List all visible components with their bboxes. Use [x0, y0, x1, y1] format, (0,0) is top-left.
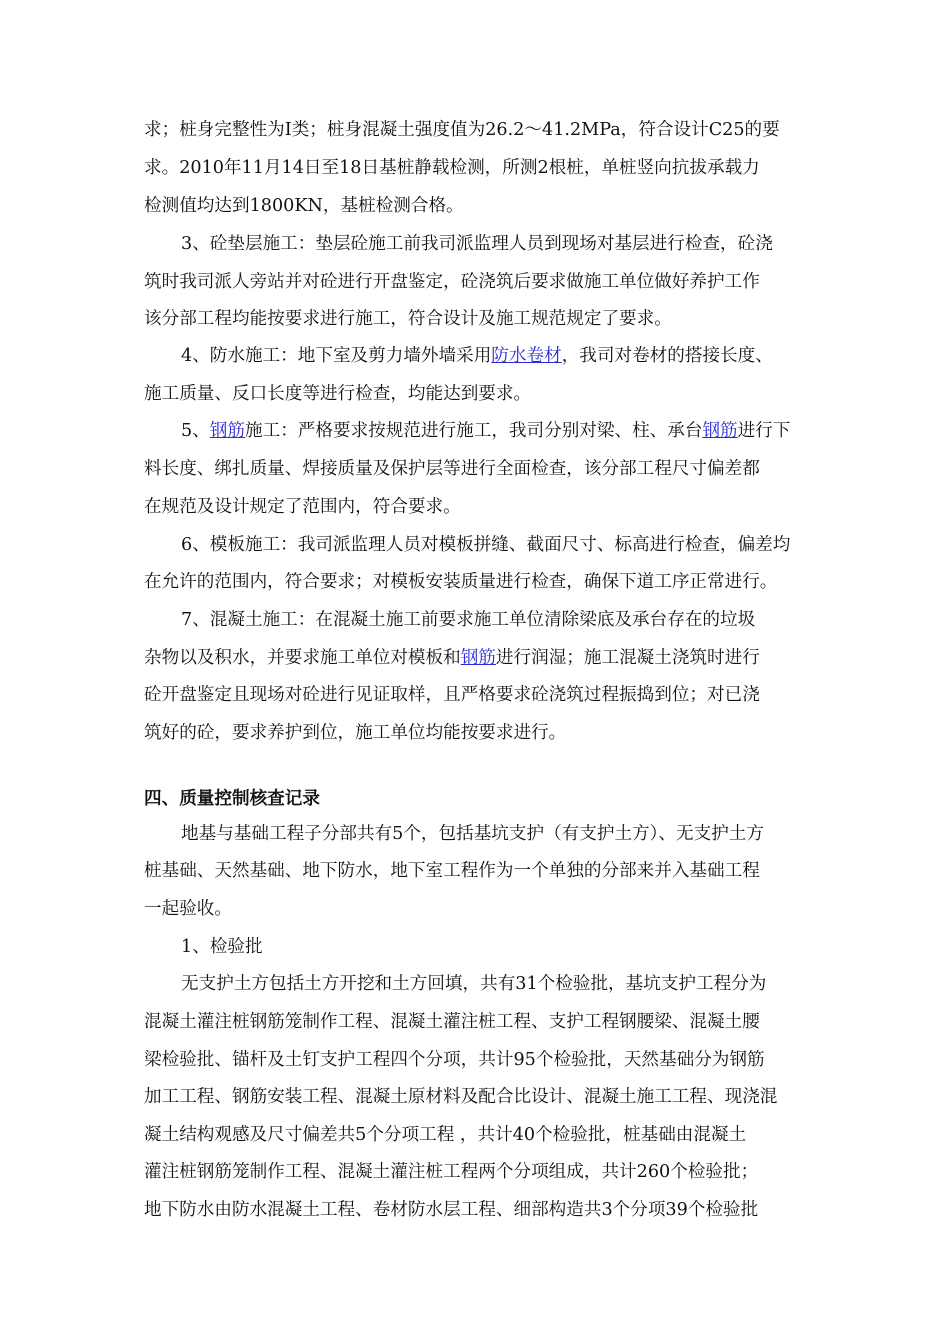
- text-span: 进行下: [737, 421, 791, 441]
- text-line: 地基与基础工程子分部共有5个，包括基坑支护（有支护土方）、无支护土方: [181, 824, 764, 844]
- rebar-link[interactable]: 钢筋: [460, 648, 496, 668]
- section-heading: 四、质量控制核查记录: [144, 788, 320, 809]
- rebar-link[interactable]: 钢筋: [702, 421, 738, 441]
- text-line: 凝土结构观感及尺寸偏差共5个分项工程 ，共计40个检验批，桩基础由混凝土: [144, 1125, 747, 1145]
- text-line: 3、砼垫层施工：垫层砼施工前我司派监理人员到现场对基层进行检查，砼浇: [181, 234, 773, 254]
- text-line: 桩基础、天然基础、地下防水，地下室工程作为一个单独的分部来并入基础工程: [144, 861, 760, 881]
- text-span: 施工：严格要求按规范进行施工，我司分别对梁、柱、承台: [245, 421, 703, 441]
- text-line: 该分部工程均能按要求进行施工，符合设计及施工规范规定了要求。: [144, 309, 672, 329]
- text-line: [181, 344, 773, 368]
- text-line: 6、模板施工：我司派监理人员对模板拼缝、截面尺寸、标高进行检查，偏差均: [181, 535, 791, 555]
- text-line: 梁检验批、锚杆及土钉支护工程四个分项，共计95个检验批，天然基础分为钢筋: [144, 1050, 765, 1070]
- text-line: 筑好的砼，要求养护到位，施工单位均能按要求进行。: [144, 723, 567, 743]
- text-span: 5、: [181, 421, 210, 441]
- text-line: 筑时我司派人旁站并对砼进行开盘鉴定，砼浇筑后要求做施工单位做好养护工作: [144, 272, 760, 292]
- text-line: 施工质量、反口长度等进行检查，均能达到要求。: [144, 384, 532, 404]
- text-span: ，我司对卷材的搭接长度、: [561, 346, 773, 366]
- text-line: 求。2010年11月14日至18日基桩静载检测，所测2根桩，单桩竖向抗拔承载力: [144, 158, 760, 178]
- text-line: 在规范及设计规定了范围内，符合要求。: [144, 497, 461, 517]
- subsection-heading: 1、检验批: [181, 937, 263, 957]
- text-line: 在允许的范围内，符合要求；对模板安装质量进行检查，确保下道工序正常进行。: [144, 572, 778, 592]
- text-line: [144, 646, 760, 670]
- text-line: [181, 419, 790, 443]
- text-line: 砼开盘鉴定且现场对砼进行见证取样，且严格要求砼浇筑过程振捣到位；对已浇: [144, 685, 760, 705]
- text-line: 无支护土方包括土方开挖和土方回填，共有31个检验批，基坑支护工程分为: [181, 974, 767, 994]
- text-span: 杂物以及积水，并要求施工单位对模板和: [144, 648, 461, 668]
- text-span: 进行润湿；施工混凝土浇筑时进行: [495, 648, 760, 668]
- text-line: 检测值均达到1800KN，基桩检测合格。: [144, 196, 464, 216]
- rebar-link[interactable]: 钢筋: [209, 421, 245, 441]
- text-span: 4、防水施工：地下室及剪力墙外墙采用: [181, 346, 492, 366]
- text-line: 混凝土灌注桩钢筋笼制作工程、混凝土灌注桩工程、支护工程钢腰梁、混凝土腰: [144, 1012, 760, 1032]
- text-line: 料长度、绑扎质量、焊接质量及保护层等进行全面检查，该分部工程尺寸偏差都: [144, 459, 760, 479]
- text-line: 7、混凝土施工：在混凝土施工前要求施工单位清除梁底及承台存在的垃圾: [181, 610, 756, 630]
- text-line: 一起验收。: [144, 899, 232, 919]
- text-line: 地下防水由防水混凝土工程、卷材防水层工程、细部构造共3个分项39个检验批: [144, 1200, 759, 1220]
- text-line: 求；桩身完整性为Ⅰ类；桩身混凝土强度值为26.2～41.2MPa，符合设计C25的要: [144, 120, 780, 140]
- text-line: 加工工程、钢筋安装工程、混凝土原材料及配合比设计、混凝土施工工程、现浇混: [144, 1087, 778, 1107]
- waterproof-membrane-link[interactable]: 防水卷材: [491, 346, 562, 366]
- text-line: 灌注桩钢筋笼制作工程、混凝土灌注桩工程两个分项组成，共计260个检验批；: [144, 1162, 759, 1182]
